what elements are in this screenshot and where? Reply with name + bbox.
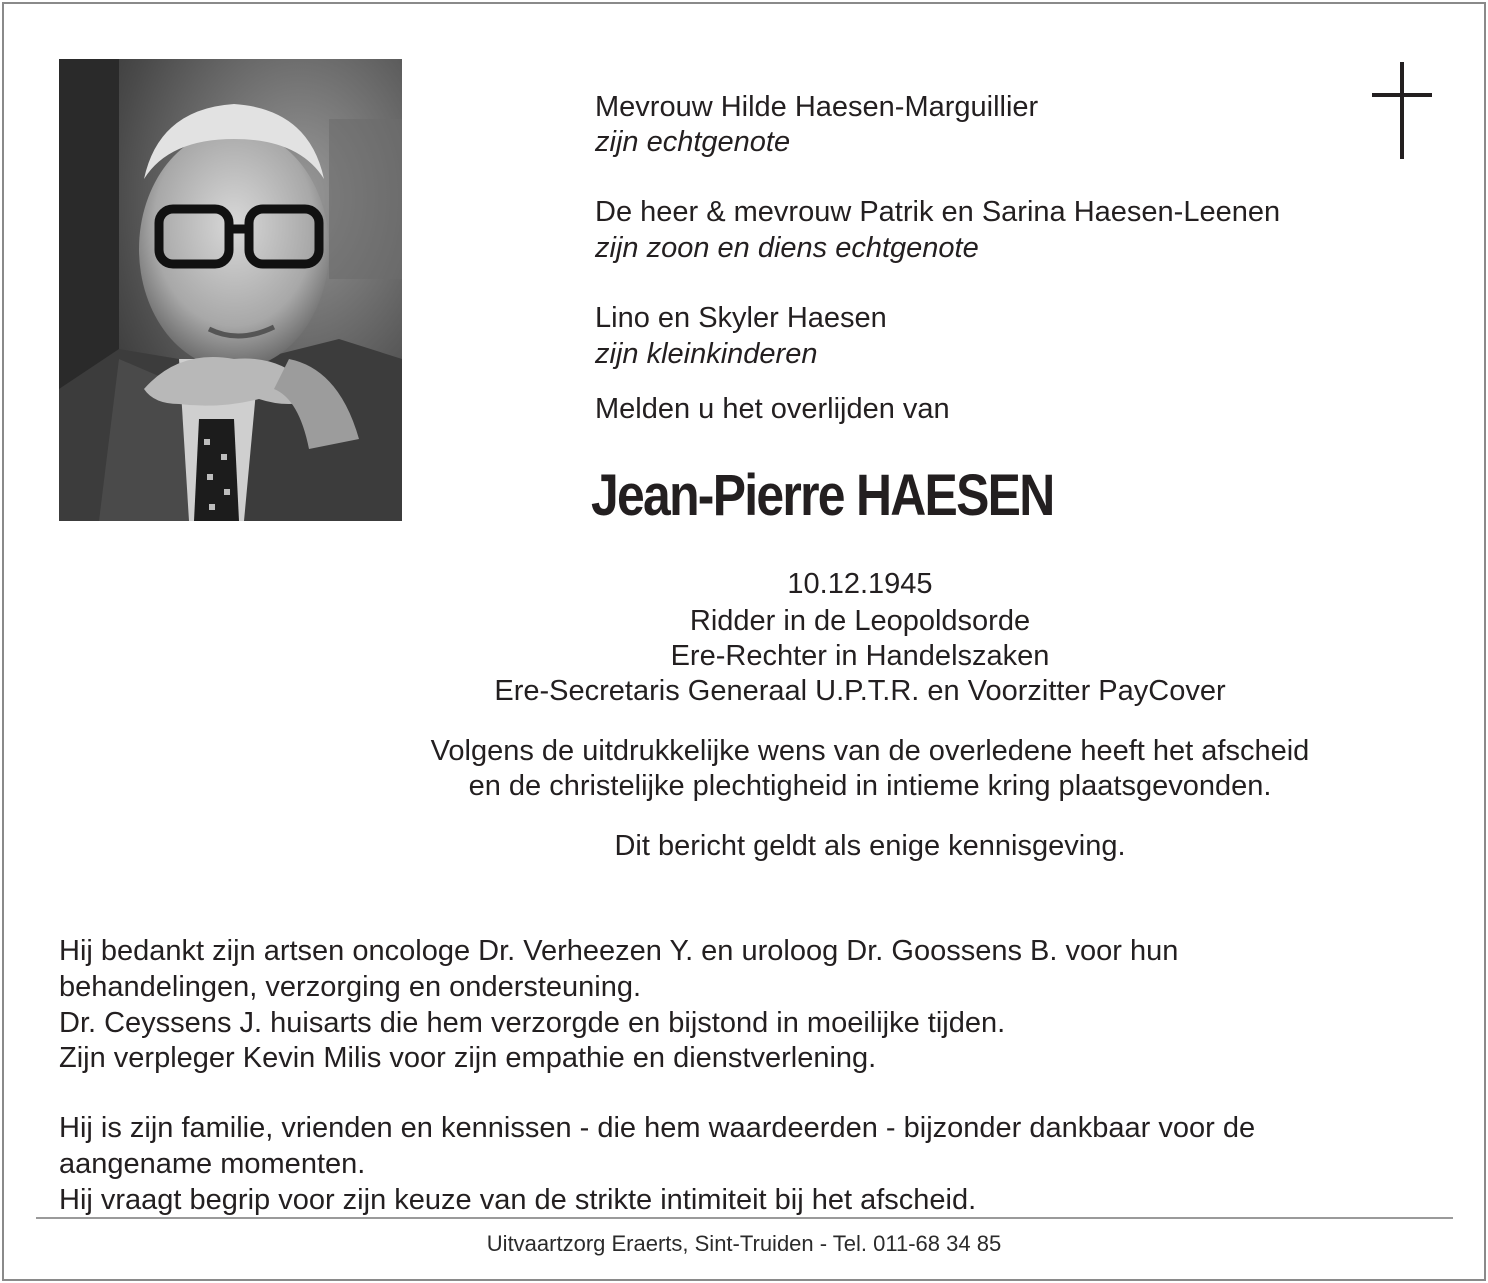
gratitude-line: Hij vraagt begrip voor zijn keuze van de strikte intimiteit bij het afscheid. xyxy=(59,1184,977,1216)
portrait-photo xyxy=(59,59,402,521)
family-member-name: De heer & mevrouw Patrik en Sarina Haesen-Leenen xyxy=(595,196,1281,228)
farewell-line: Volgens de uitdrukkelijke wens van de overledene heeft het afscheid xyxy=(430,735,1310,767)
deceased-title: Ere-Rechter in Handelszaken xyxy=(670,640,1050,672)
thanks-line: behandelingen, verzorging en ondersteuning. xyxy=(59,971,642,1003)
family-member-relation: zijn kleinkinderen xyxy=(595,338,818,370)
family-member-relation: zijn echtgenote xyxy=(595,126,791,158)
footer-text: Uitvaartzorg Eraerts, Sint-Truiden - Tel. 011-68 34 85 xyxy=(486,1231,1002,1256)
farewell-line: en de christelijke plechtigheid in intieme kring plaatsgevonden. xyxy=(468,770,1272,802)
deceased-name: Jean-Pierre HAESEN xyxy=(591,463,1054,528)
cross-icon xyxy=(1372,62,1432,159)
thanks-line: Zijn verpleger Kevin Milis voor zijn empathie en dienstverlening. xyxy=(59,1042,877,1074)
gratitude-line: Hij is zijn familie, vrienden en kennissen - die hem waardeerden - bijzonder dankbaar voor de xyxy=(59,1112,1256,1144)
thanks-line: Hij bedankt zijn artsen oncologe Dr. Verheezen Y. en uroloog Dr. Goossens B. voor hun xyxy=(59,935,1179,967)
footer-divider xyxy=(36,1217,1453,1219)
family-member-name: Mevrouw Hilde Haesen-Marguillier xyxy=(595,91,1039,123)
deceased-date: 10.12.1945 xyxy=(787,568,933,600)
gratitude-line: aangename momenten. xyxy=(59,1148,366,1180)
notice-text: Dit bericht geldt als enige kennisgeving. xyxy=(614,830,1126,862)
deceased-title: Ridder in de Leopoldsorde xyxy=(689,605,1031,637)
family-member-name: Lino en Skyler Haesen xyxy=(595,302,887,334)
thanks-line: Dr. Ceyssens J. huisarts die hem verzorgde en bijstond in moeilijke tijden. xyxy=(59,1007,1006,1039)
family-member-relation: zijn zoon en diens echtgenote xyxy=(595,232,979,264)
announcement-intro: Melden u het overlijden van xyxy=(595,393,950,425)
deceased-title: Ere-Secretaris Generaal U.P.T.R. en Voorzitter PayCover xyxy=(494,675,1226,707)
